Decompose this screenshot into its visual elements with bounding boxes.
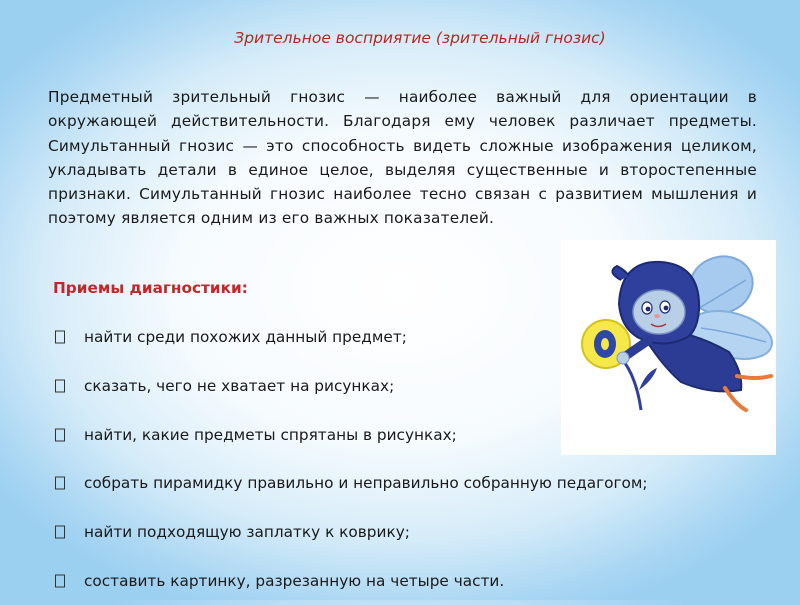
outline-square-bullet-icon xyxy=(54,475,66,491)
method-item xyxy=(54,313,648,362)
fairy-hand xyxy=(617,352,629,364)
method-item xyxy=(54,508,648,557)
method-item xyxy=(54,556,648,605)
flower-stem xyxy=(621,358,641,410)
method-text: составить картинку, разрезанную на четыре части. xyxy=(84,571,505,590)
fairy-face xyxy=(633,290,685,334)
slide-title: Зрительное восприятие (зрительный гнозис) xyxy=(234,29,606,47)
fairy-with-flower-illustration xyxy=(561,240,776,455)
method-text: найти среди похожих данный предмет; xyxy=(84,328,407,347)
outline-square-bullet-icon xyxy=(54,329,66,345)
method-item xyxy=(54,459,648,508)
outline-square-bullet-icon xyxy=(54,524,66,540)
fairy-illustration xyxy=(561,240,776,455)
fairy-nose xyxy=(654,314,660,318)
method-item xyxy=(54,362,648,411)
outline-square-bullet-icon xyxy=(54,378,66,394)
outline-square-bullet-icon xyxy=(54,427,66,443)
methods-list xyxy=(54,313,648,605)
methods-heading: Приемы диагностики: xyxy=(53,279,248,297)
method-text: найти, какие предметы спрятаны в рисунках; xyxy=(84,425,457,444)
method-text: собрать пирамидку правильно и неправильно собранную педагогом; xyxy=(84,474,648,493)
method-text: найти подходящую заплатку к коврику; xyxy=(84,523,410,542)
flower-leaf xyxy=(639,368,657,390)
intro-paragraph: Предметный зрительный гнозис — наиболее важный для ориентации в окружающей действительности. Благодаря ему человек различает предметы. Симультанный гнозис — это способность видеть сложные изображения целиком, укладывать детали в единое целое, выделяя существенные и второстепенные признаки. Симультанный гнозис наиболее тесно связан с развитием мышления и поэтому является одним из его важных показателей. xyxy=(48,88,757,228)
method-item xyxy=(54,410,648,459)
method-text: сказать, чего не хватает на рисунках; xyxy=(84,377,395,396)
outline-square-bullet-icon xyxy=(54,573,66,589)
